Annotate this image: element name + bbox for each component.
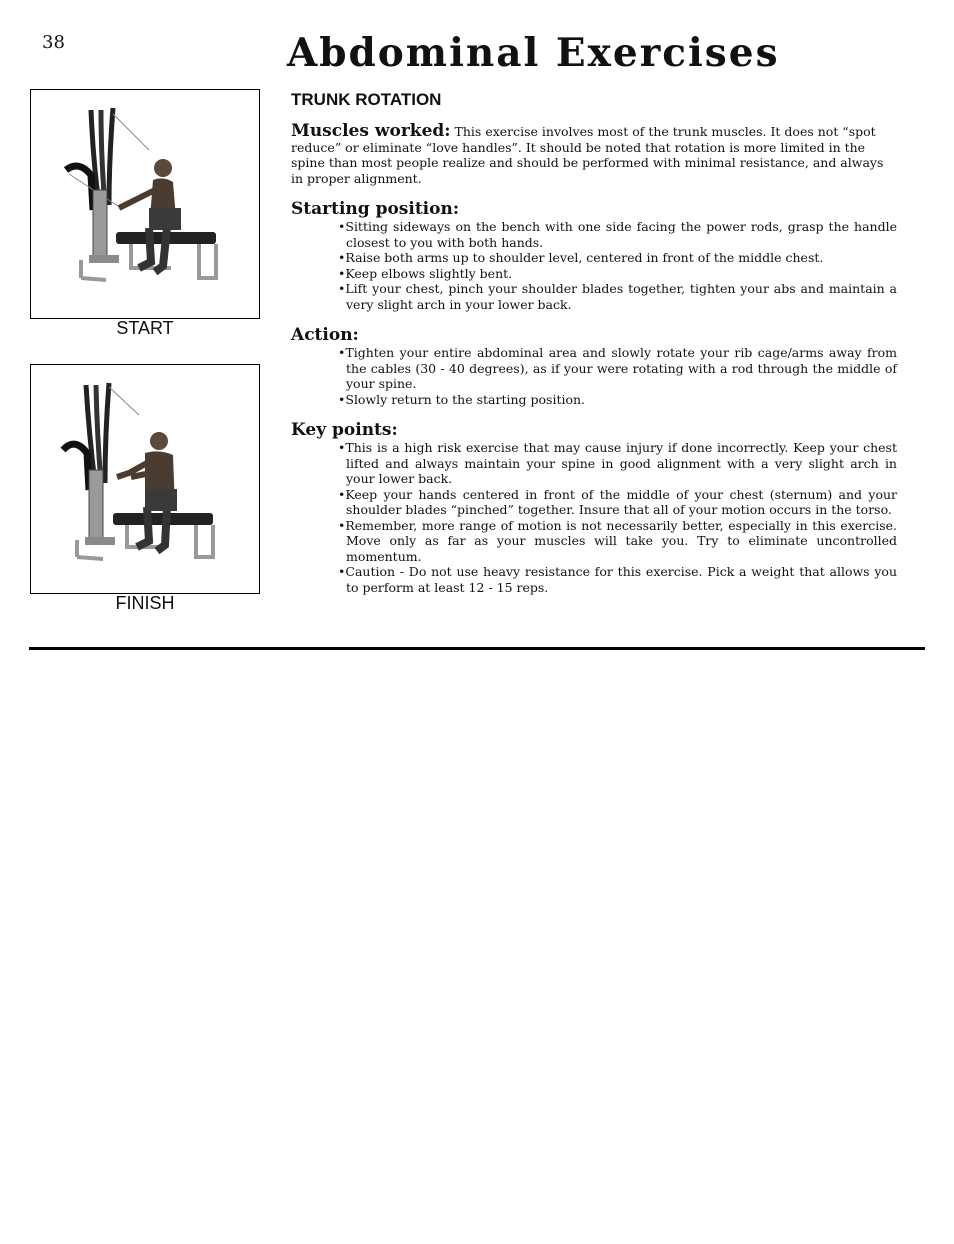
start-position-photo bbox=[30, 89, 260, 319]
list-item: • Sitting sideways on the bench with one side facing the power rods, grasp the handle closest to you with both hands. bbox=[338, 219, 897, 250]
exercise-content bbox=[291, 90, 897, 609]
page-number: 38 bbox=[42, 32, 65, 53]
list-item: • Caution - Do not use heavy resistance for this exercise. Pick a weight that allows you to perform at least 12 - 15 reps. bbox=[338, 564, 897, 595]
list-item: • Raise both arms up to shoulder level, centered in front of the middle chest. bbox=[338, 250, 897, 266]
list-item: • Keep your hands centered in front of the middle of your chest (sternum) and your shoulder blades “pinched” together. Insure that all of your motion occurs in the torso. bbox=[338, 487, 897, 518]
list-item: • This is a high risk exercise that may cause injury if done incorrectly. Keep your chest lifted and always maintain your spine in good alignment with a very slight arch in your lower back. bbox=[338, 440, 897, 487]
action-heading: Action: bbox=[291, 325, 359, 345]
finish-caption: FINISH bbox=[115, 593, 175, 613]
key-points-section bbox=[291, 421, 897, 595]
start-caption: START bbox=[116, 318, 174, 338]
action-section bbox=[291, 326, 897, 407]
exercise-name: TRUNK ROTATION bbox=[291, 90, 442, 109]
exercise-machine-start-illustration bbox=[31, 90, 259, 318]
list-item: • Remember, more range of motion is not necessarily better, especially in this exercise. Move only as far as your muscles will take you. Try to eliminate uncontrolled momentum. bbox=[338, 518, 897, 565]
list-item: • Keep elbows slightly bent. bbox=[338, 266, 897, 282]
list-item: • Slowly return to the starting position. bbox=[338, 392, 897, 408]
key-points-list bbox=[291, 440, 897, 595]
finish-position-photo bbox=[30, 364, 260, 594]
key-points-heading: Key points: bbox=[291, 420, 398, 440]
starting-position-list bbox=[291, 219, 897, 312]
muscles-worked-text: This exercise involves most of the trunk muscles. It does not “spot reduce” or eliminate “love handles”. It should be noted that rotation is more limited in the spine than most people realize and should be performed with minimal resistance, and always in proper alignment. bbox=[291, 124, 884, 186]
section-divider bbox=[29, 647, 925, 650]
muscles-worked-paragraph bbox=[291, 121, 897, 186]
list-item: • Lift your chest, pinch your shoulder blades together, tighten your abs and maintain a very slight arch in your lower back. bbox=[338, 281, 897, 312]
action-list bbox=[291, 345, 897, 407]
muscles-worked-heading: Muscles worked: bbox=[291, 121, 451, 141]
starting-position-section bbox=[291, 200, 897, 312]
starting-position-heading: Starting position: bbox=[291, 199, 460, 219]
page-title: Abdominal Exercises bbox=[287, 30, 780, 76]
exercise-machine-finish-illustration bbox=[31, 365, 259, 593]
list-item: • Tighten your entire abdominal area and slowly rotate your rib cage/arms away from the cables (30 - 40 degrees), as if your were rotating with a rod through the middle of your spine. bbox=[338, 345, 897, 392]
